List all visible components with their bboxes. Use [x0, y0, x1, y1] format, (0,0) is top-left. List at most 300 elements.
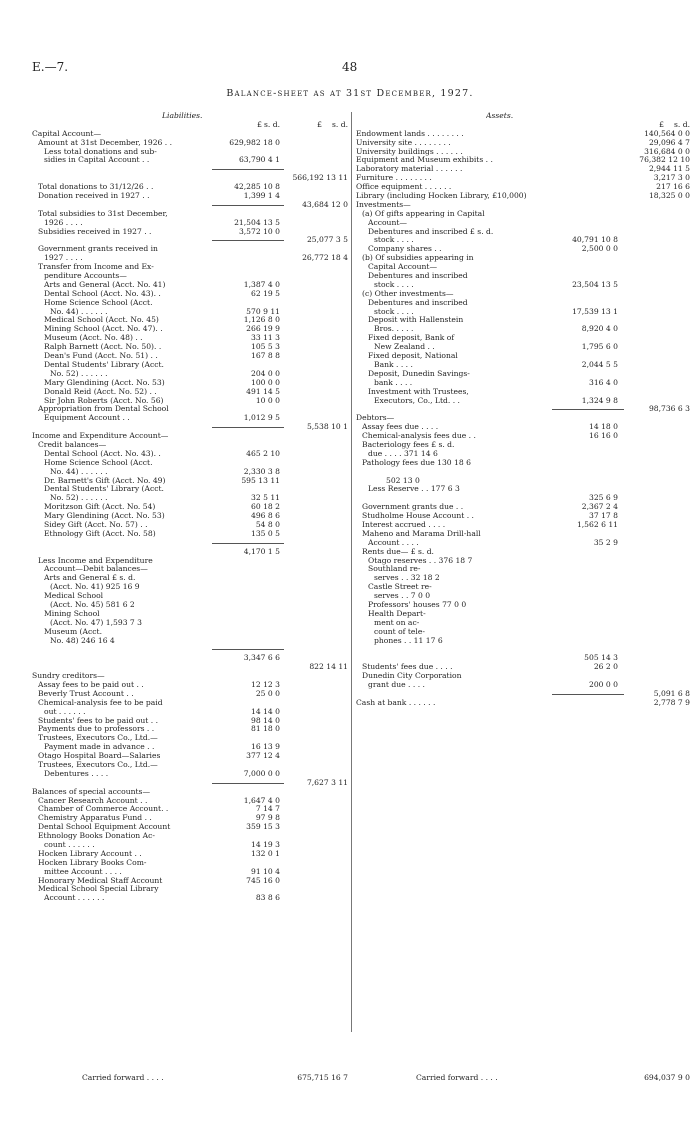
ledger-row [32, 441, 350, 450]
ledger-row [32, 654, 350, 663]
ledger-row [32, 574, 350, 583]
ledger-row [356, 325, 694, 334]
inner-amount: 23,504 13 5 [572, 279, 618, 289]
assets-heading: Assets. [486, 112, 514, 120]
ledger-label: Laboratory material . . . . . . [356, 165, 463, 174]
ledger-label: Endowment lands . . . . . . . . [356, 129, 464, 138]
ledger-row [356, 236, 694, 245]
inner-amount: 17,539 13 1 [572, 306, 618, 316]
ledger-row [32, 405, 350, 414]
ledger-row [356, 192, 694, 201]
ledger-label: Credit balances— [38, 440, 107, 449]
ledger-row [356, 432, 694, 441]
ledger-label: Equipment and Museum exhibits . . [356, 156, 493, 165]
ledger-label: Students' fees to be paid out . . [38, 716, 159, 725]
ledger-row [32, 423, 350, 432]
total-amount: 18,325 0 0 [648, 191, 690, 201]
ledger-label: Sir John Roberts (Acct. No. 56) [44, 396, 164, 405]
total-amount: 566,192 13 11 [292, 173, 348, 183]
ledger-row [32, 601, 350, 610]
total-amount: 2,944 11 5 [648, 164, 690, 174]
ledger-row [356, 334, 694, 343]
ledger-row [32, 308, 350, 317]
ledger-label: Assay fees to be paid out . . [38, 681, 144, 689]
total-amount: 822 14 11 [309, 662, 348, 672]
ledger-row [32, 823, 350, 832]
ledger-row [356, 165, 694, 174]
ledger-label: Income and Expenditure Account— [32, 432, 169, 441]
ledger-label: Pathology fees due 130 18 6 [362, 458, 471, 467]
ledger-row [32, 743, 350, 752]
ledger-label: Assay fees due . . . . [362, 423, 439, 432]
ledger-label: serves . . 7 0 0 [374, 592, 431, 601]
ledger-row [32, 663, 350, 672]
ledger-label: Mining School [44, 609, 100, 618]
ledger-row [32, 761, 350, 770]
ledger-row [32, 370, 350, 379]
inner-amount: 26 2 0 [593, 662, 618, 672]
ledger-label: Beverly Trust Account . . [38, 689, 134, 698]
carried-forward-row [32, 1074, 350, 1083]
ledger-label: Castle Street re- [368, 583, 432, 592]
inner-amount: 266 19 9 [246, 324, 280, 334]
ledger-label: Dental School (Acct. No. 43). . [44, 289, 161, 298]
ledger-label: Arts and General £ s. d. [44, 574, 136, 583]
ledger-label: Debtors— [356, 414, 395, 423]
ledger-label: bank . . . . [374, 378, 413, 387]
ledger-row [32, 201, 350, 210]
inner-amount: 62 19 5 [251, 288, 280, 298]
inner-amount: 316 4 0 [589, 377, 618, 387]
ledger-label: Students' fees due . . . . [362, 663, 453, 672]
ledger-label: Account—Debit balances— [44, 565, 148, 574]
inner-amount: 2,044 5 5 [581, 359, 618, 369]
ledger-label: No. 48) 246 16 4 [50, 636, 115, 645]
subtotal-rule [212, 240, 284, 241]
ledger-label: Donation received in 1927 . . [38, 192, 150, 201]
ledger-label: sidies in Capital Account . . [44, 156, 150, 165]
ledger-row [32, 290, 350, 299]
ledger-label: Maheno and Marama Drill-hall [362, 529, 481, 538]
liabilities-column-symbols [32, 121, 350, 130]
inner-amount: 200 0 0 [589, 680, 618, 689]
ledger-row [356, 619, 694, 628]
inner-amount: 16 16 0 [589, 431, 618, 441]
ledger-row [32, 397, 350, 406]
ledger-row [32, 379, 350, 388]
ledger-row [356, 405, 694, 414]
subtotal-rule [552, 409, 624, 410]
ledger-label: Dental Students' Library (Acct. [44, 485, 164, 494]
total-amount: 7,627 3 11 [306, 777, 348, 787]
ledger-row [32, 503, 350, 512]
ledger-label: Deposit with Hallenstein [368, 316, 464, 325]
inner-amount: 81 18 0 [251, 724, 280, 734]
total-amount: 43,684 12 0 [302, 199, 348, 209]
ledger-label: Hocken Library Books Com- [38, 858, 147, 867]
currency-symbol: £ [257, 119, 262, 129]
ledger-row [356, 370, 694, 379]
ledger-row [32, 645, 350, 654]
ledger-row [32, 183, 350, 192]
ledger-row [32, 699, 350, 708]
ledger-label: serves . . 32 18 2 [374, 574, 440, 583]
ledger-row [356, 183, 694, 192]
ledger-label: ment on ac- [374, 618, 420, 627]
ledger-row [32, 468, 350, 477]
ledger-row [356, 343, 694, 352]
ledger-row [356, 637, 694, 646]
inner-amount: 7 14 7 [255, 804, 280, 814]
ledger-label: (c) Other investments— [362, 289, 454, 298]
ledger-label: Ethnology Gift (Acct. No. 58) [44, 529, 156, 538]
ledger-row [356, 663, 694, 672]
inner-amount: 167 8 8 [251, 351, 280, 361]
inner-amount: 3,347 6 6 [243, 653, 280, 663]
ledger-label: No. 44) . . . . . . [50, 467, 108, 476]
ledger-row [32, 459, 350, 468]
ledger-label: Health Depart- [368, 609, 426, 618]
ledger-row [32, 610, 350, 619]
ledger-label: Transfer from Income and Ex- [38, 263, 154, 272]
ledger-label: Donald Reid (Acct. No. 52) . . [44, 387, 157, 396]
ledger-label: Ethnology Books Donation Ac- [38, 832, 155, 841]
total-amount: 2,778 7 9 [653, 697, 690, 707]
total-amount: 3,217 3 0 [653, 173, 690, 183]
ledger-label: Otago reserves . . 376 18 7 [368, 556, 473, 565]
ledger-label: (Acct. No. 47) 1,593 7 3 [50, 618, 143, 627]
ledger-row [32, 432, 350, 441]
ledger-label: Sidey Gift (Acct. No. 57) . . [44, 520, 148, 529]
inner-amount: 132 0 1 [251, 848, 280, 858]
ledger-row [32, 797, 350, 806]
inner-amount: 135 0 5 [251, 528, 280, 538]
inner-amount: 37 17 8 [589, 511, 618, 521]
ledger-row [356, 219, 694, 228]
ledger-label: due . . . . 371 14 6 [368, 449, 438, 458]
ledger-row [32, 130, 350, 139]
ledger-label: Chemistry Apparatus Fund . . [38, 814, 152, 823]
inner-amount: 83 8 6 [255, 893, 280, 903]
ledger-label: Less total donations and sub- [44, 147, 157, 156]
subtotal-rule [212, 783, 284, 784]
ledger-row [32, 530, 350, 539]
ledger-row [32, 139, 350, 148]
ledger-label: penditure Accounts— [44, 272, 127, 281]
inner-amount: 465 2 10 [246, 448, 280, 458]
ledger-label: Debentures and inscribed [368, 272, 468, 281]
inner-amount: 2,500 0 0 [581, 244, 618, 254]
ledger-row [356, 379, 694, 388]
inner-amount: 1,795 6 0 [581, 342, 618, 352]
ledger-row [356, 450, 694, 459]
inner-amount: 496 8 6 [251, 511, 280, 521]
ledger-row [356, 468, 694, 477]
ledger-label: Capital Account— [32, 129, 102, 138]
inner-amount: 325 6 9 [589, 493, 618, 503]
inner-amount: 595 13 11 [241, 475, 280, 485]
ledger-label: Studholme House Account . . [362, 512, 474, 521]
ledger-label: Honorary Medical Staff Account [38, 876, 163, 885]
ledger-label: Furniture . . . . . . . . [356, 174, 432, 183]
ledger-label: Otago Hospital Board—Salaries [38, 752, 161, 761]
ledger-label: Equipment Account . . [44, 414, 130, 423]
ledger-row [356, 477, 694, 486]
ledger-label: Museum (Acct. [44, 627, 102, 636]
inner-amount: 1,562 6 11 [576, 519, 618, 529]
ledger-label: Dental School Equipment Account [38, 823, 171, 832]
liabilities-heading-row [32, 112, 350, 121]
total-amount: 140,564 0 0 [644, 128, 690, 138]
ledger-row [32, 414, 350, 423]
ledger-label: Payment made in advance . . [44, 743, 155, 752]
ledger-row [32, 210, 350, 219]
inner-amount: 91 10 4 [251, 866, 280, 876]
inner-amount: 25 0 0 [255, 688, 280, 698]
ledger-row [32, 263, 350, 272]
ledger-row [32, 254, 350, 263]
ledger-row [32, 343, 350, 352]
ledger-label: (Acct. No. 45) 581 6 2 [50, 600, 135, 609]
ledger-label: Amount at 31st December, 1926 . . [38, 138, 173, 147]
ledger-label: count . . . . . . [44, 841, 95, 850]
ledger-row [32, 272, 350, 281]
ledger-row [32, 841, 350, 850]
inner-amount: 63,790 4 1 [238, 155, 280, 165]
ledger-label: No. 44) . . . . . . [50, 307, 108, 316]
ledger-label: phones . . 11 17 6 [374, 636, 443, 645]
ledger-row [356, 628, 694, 637]
ledger-row [356, 130, 694, 139]
ledger-row [356, 352, 694, 361]
ledger-label: Hocken Library Account . . [38, 849, 142, 858]
ledger-row [356, 654, 694, 663]
ledger-row [32, 512, 350, 521]
ledger-label: 1927 . . . . [44, 254, 83, 263]
ledger-label: 502 13 0 [386, 476, 420, 485]
ledger-label: Dental School (Acct. No. 43). . [44, 449, 161, 458]
ledger-row [32, 619, 350, 628]
ledger-label: Dental Students' Library (Acct. [44, 360, 164, 369]
inner-amount: 54 8 0 [255, 519, 280, 529]
ledger-label: Company shares . . [368, 245, 442, 254]
carried-forward-label: Carried forward . . . . [416, 1074, 498, 1082]
inner-amount: 12 12 3 [251, 680, 280, 689]
ledger-row [32, 832, 350, 841]
ledger-row [356, 521, 694, 530]
subtotal-rule [212, 169, 284, 170]
ledger-row [356, 557, 694, 566]
ledger-label: (a) Of gifts appearing in Capital [362, 209, 485, 218]
liabilities-heading: Liabilities. [162, 112, 203, 120]
ledger-label: Sundry creditors— [32, 672, 105, 681]
ledger-row [32, 450, 350, 459]
ledger-row [32, 156, 350, 165]
ledger-label: Trustees, Executors Co., Ltd.— [38, 761, 158, 770]
ledger-label: University buildings . . . . . . [356, 147, 463, 156]
ledger-label: Account . . . . [368, 538, 419, 547]
ledger-row [32, 521, 350, 530]
inner-amount: 35 2 9 [593, 537, 618, 547]
ledger-label: Deposit, Dunedin Savings- [368, 369, 470, 378]
inner-amount: 97 9 8 [255, 813, 280, 823]
ledger-row [32, 548, 350, 557]
inner-amount: 21,504 13 5 [234, 217, 280, 227]
ledger-label: Chemical-analysis fees due . . [362, 432, 476, 441]
ledger-label: stock . . . . [374, 280, 414, 289]
ledger-label: Investments— [356, 200, 411, 209]
ledger-row [32, 148, 350, 157]
assets-heading-row [356, 112, 694, 121]
ledger-row [32, 637, 350, 646]
ledger-row [356, 610, 694, 619]
inner-amount: 4,170 1 5 [243, 546, 280, 556]
ledger-row [356, 503, 694, 512]
ledger-label: Bacteriology fees £ s. d. [362, 440, 455, 449]
ledger-row [32, 228, 350, 237]
ledger-row [356, 494, 694, 503]
ledger-row [32, 236, 350, 245]
subtotal-rule [212, 543, 284, 544]
inner-amount: 1,126 8 0 [243, 315, 280, 325]
inner-amount: 33 11 3 [251, 333, 280, 343]
currency-symbol: s. d. [264, 119, 280, 129]
inner-amount: 1,647 4 0 [243, 795, 280, 805]
inner-amount: 105 5 3 [251, 342, 280, 352]
ledger-label: Cancer Research Account . . [38, 796, 148, 805]
ledger-label: Government grants due . . [362, 503, 464, 512]
ledger-label: grant due . . . . [368, 681, 425, 689]
ledger-label: Capital Account— [368, 263, 438, 272]
ledger-row [32, 788, 350, 797]
ledger-label: Payments due to professors . . [38, 725, 155, 734]
ledger-row [32, 894, 350, 903]
ledger-row [356, 174, 694, 183]
ledger-row [32, 174, 350, 183]
ledger-label: Interest accrued . . . . [362, 520, 446, 529]
ledger-label: Rents due— £ s. d. [362, 547, 434, 556]
ledger-row [356, 548, 694, 557]
ledger-row [356, 592, 694, 601]
ledger-row [356, 263, 694, 272]
inner-amount: 745 16 0 [246, 875, 280, 885]
ledger-label: Moritzson Gift (Acct. No. 54) [44, 503, 156, 512]
inner-amount: 1,012 9 5 [243, 413, 280, 423]
total-amount: 98,736 6 3 [648, 404, 690, 414]
ledger-row [32, 494, 350, 503]
ledger-label: Chemical-analysis fee to be paid [38, 698, 163, 707]
carried-forward-amount: 694,037 9 0 [644, 1073, 690, 1082]
ledger-row [32, 752, 350, 761]
inner-amount: 629,982 18 0 [229, 137, 280, 147]
ledger-label: Dunedin City Corporation [362, 672, 462, 681]
inner-amount: 7,000 0 0 [243, 768, 280, 778]
currency-symbol: s. d. [332, 119, 348, 129]
subtotal-rule [552, 694, 624, 695]
ledger-row [356, 272, 694, 281]
ledger-row [356, 414, 694, 423]
ledger-label: Fixed deposit, Bank of [368, 334, 455, 343]
inner-amount: 2,330 3 8 [243, 466, 280, 476]
ledger-row [356, 245, 694, 254]
ledger-label: Dean's Fund (Acct. No. 51) . . [44, 352, 158, 361]
inner-amount: 1,324 9 8 [581, 395, 618, 405]
ledger-row [356, 441, 694, 450]
ledger-label: mittee Account . . . . [44, 867, 122, 876]
ledger-row [356, 672, 694, 681]
ledger-label: Bank . . . . [374, 360, 413, 369]
total-amount: 5,538 10 1 [306, 422, 348, 432]
ledger-row [32, 717, 350, 726]
ledger-label: Medical School [44, 592, 104, 601]
ledger-label: Mary Glendining (Acct. No. 53) [44, 378, 165, 387]
ledger-row [356, 574, 694, 583]
currency-symbol: £ [659, 119, 664, 129]
ledger-row [32, 316, 350, 325]
ledger-label: Arts and General (Acct. No. 41) [44, 280, 166, 289]
ledger-row [356, 565, 694, 574]
inner-amount: 359 15 3 [246, 822, 280, 832]
ledger-label: Executors, Co., Ltd. . . [374, 396, 460, 405]
ledger-row [356, 690, 694, 699]
ledger-row [32, 583, 350, 592]
ledger-label: Trustees, Executors Co., Ltd.— [38, 734, 158, 743]
ledger-label: Professors' houses 77 0 0 [368, 600, 467, 609]
ledger-label: Fixed deposit, National [368, 352, 458, 361]
ledger-label: Debentures . . . . [44, 769, 109, 778]
ledger-label: Cash at bank . . . . . . [356, 698, 436, 707]
ledger-label: (b) Of subsidies appearing in [362, 254, 474, 263]
ledger-row [356, 539, 694, 548]
ledger-row [356, 459, 694, 468]
inner-amount: 1,399 1 4 [243, 191, 280, 201]
ledger-row [32, 361, 350, 370]
ledger-label: out . . . . . . [44, 707, 86, 716]
ledger-row [32, 485, 350, 494]
ledger-row [32, 477, 350, 486]
inner-amount: 100 0 0 [251, 377, 280, 387]
inner-amount: 505 14 3 [584, 653, 618, 663]
ledger-row [32, 219, 350, 228]
ledger-row [32, 770, 350, 779]
ledger-label: Ralph Barnett (Acct. No. 50). . [44, 343, 162, 352]
inner-amount: 40,791 10 8 [572, 235, 618, 245]
ledger-label: Subsidies received in 1927 . . [38, 227, 152, 236]
ledger-label: Account . . . . . . [44, 894, 105, 903]
column-divider [351, 112, 352, 1032]
ledger-row [32, 681, 350, 690]
ledger-label: Mary Glendining (Acct. No. 53) [44, 512, 165, 521]
ledger-row [32, 814, 350, 823]
ledger-label: Medical School Special Library [38, 885, 159, 894]
balance-sheet-title: Balance-sheet as at 31st December, 1927. [226, 88, 474, 99]
inner-amount: 14 19 3 [251, 840, 280, 850]
subtotal-rule [212, 205, 284, 206]
subtotal-rule [212, 427, 284, 428]
inner-amount: 14 18 0 [589, 422, 618, 432]
inner-amount: 10 0 0 [255, 395, 280, 405]
inner-amount: 204 0 0 [251, 368, 280, 378]
inner-amount: 16 13 9 [251, 742, 280, 752]
ledger-row [32, 885, 350, 894]
ledger-label: Investment with Trustees, [368, 387, 469, 396]
ledger-row [32, 539, 350, 548]
ledger-row [32, 708, 350, 717]
ledger-label: Debentures and inscribed £ s. d. [368, 227, 494, 236]
assets-column [356, 112, 694, 1112]
carried-forward-row [356, 1074, 694, 1083]
ledger-row [32, 325, 350, 334]
